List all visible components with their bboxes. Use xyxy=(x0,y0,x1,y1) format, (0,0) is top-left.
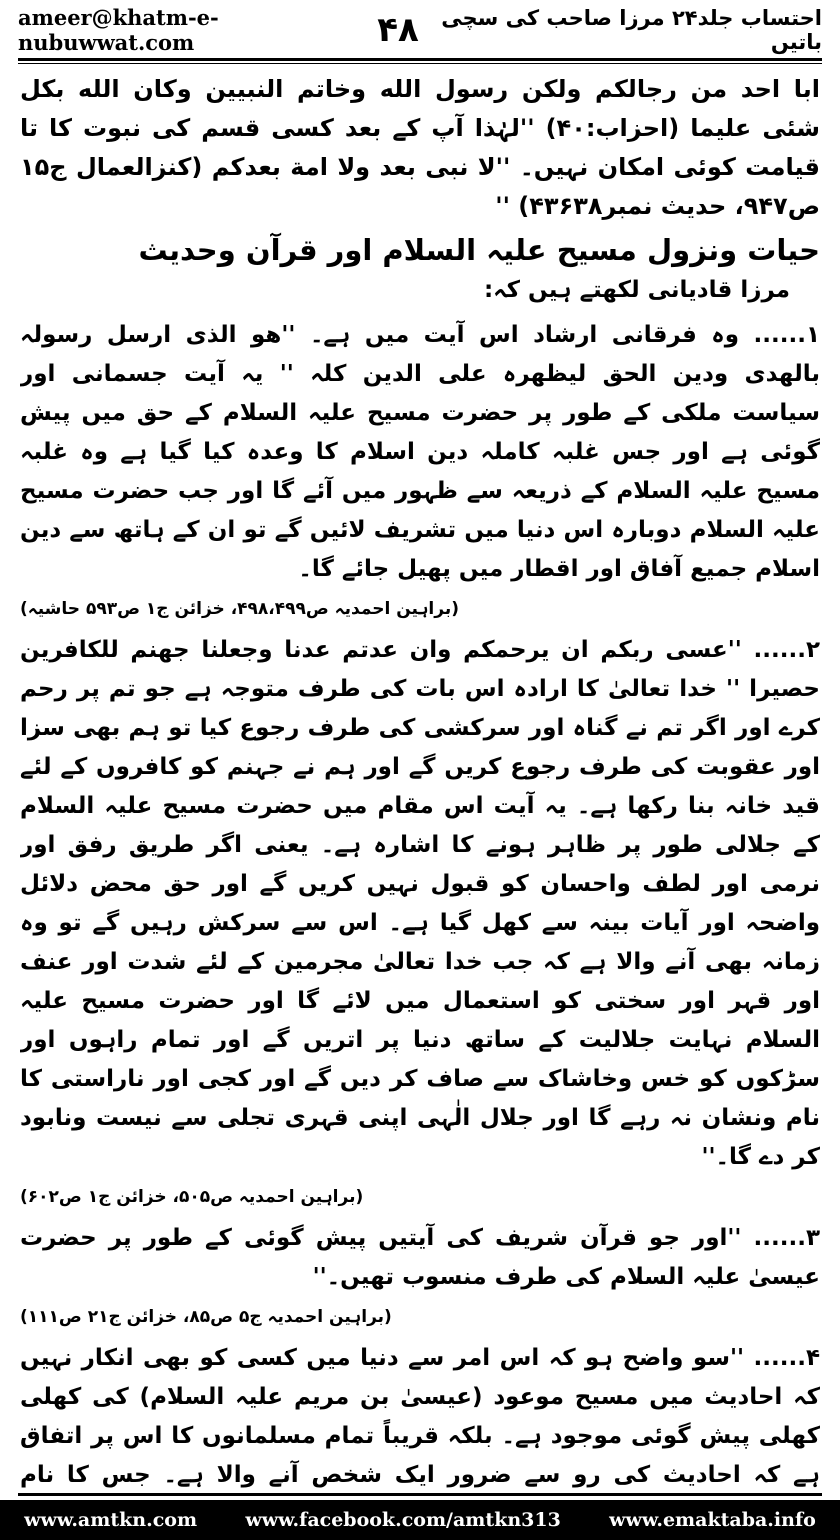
footer-link-facebook[interactable]: www.facebook.com/amtkn313 xyxy=(245,1509,561,1531)
reference-2: (براہین احمدیہ ص۵۰۵، خزائن ج۱ ص۶۰۲) xyxy=(20,1187,364,1207)
quranic-quote: ابا احد من رجالکم ولکن رسول الله وخاتم النبیین وکان الله بکل شئی علیما (احزاب:۴۰) ''لہٰذا آپ کے بعد کسی قسم کی نبوت کا تا قیامت کوئی امکان نہیں۔ ''لا نبی بعد ولا امة بعدکم (کنزالعمال ج۱۵ ص۹۴۷، حدیث نمبر۴۳۶۳۸) '' xyxy=(20,75,820,220)
footer-rule xyxy=(18,1493,822,1496)
header-email: ameer@khatm-e-nubuwwat.com xyxy=(18,5,219,55)
reference-3: (براہین احمدیہ ج۵ ص۸۵، خزائن ج۲۱ ص۱۱۱) xyxy=(20,1307,392,1327)
footer-link-emaktaba[interactable]: www.emaktaba.info xyxy=(609,1509,816,1531)
reference-1: (براہین احمدیہ ص۴۹۸،۴۹۹، خزائن ج۱ ص۵۹۳ حاشیہ) xyxy=(20,599,459,619)
running-title: احتساب جلد۲۴ مرزا صاحب کی سچی باتیں xyxy=(441,6,822,54)
header-left xyxy=(18,5,419,55)
header-rule-thin xyxy=(18,63,822,64)
page-footer xyxy=(0,1500,840,1540)
paragraph-4: ۴...... ''سو واضح ہو کہ اس امر سے دنیا میں کسی کو بھی انکار نہیں کہ احادیث میں مسیح موعود (عیسیٰ بن مریم علیہ السلام) کی کھلی کھلی پیش گوئی موجود ہے۔ بلکہ قریباً تمام مسلمانوں کا اس پر اتفاق ہے کہ احادیث کی رو سے ضرور ایک شخص آنے والا ہے۔ جس کا نام xyxy=(20,1345,820,1488)
paragraph-2: ۲...... ''عسی ربکم ان یرحمکم وان عدتم عدنا وجعلنا جھنم للکافرین حصیرا '' خدا تعالیٰ کا ارادہ اس بات کی طرف متوجہ ہے جو تم پر رحم کرے اور اگر تم نے گناہ اور سرکشی کی طرف رجوع کیا تو ہم بھی سزا اور عقوبت کی طرف رجوع کریں گے اور ہم نے جہنم کو کافروں کے لئے قید خانہ بنا رکھا ہے۔ یہ آیت اس مقام میں حضرت مسیح علیہ السلام کے جلالی طور پر ظاہر ہونے کا اشارہ ہے۔ یعنی اگر طریق رفق اور نرمی اور لطف واحسان کو قبول نہیں کریں گے اور حق محض دلائل واضحہ اور آیات بینہ سے کھل گیا ہے۔ اس سے سرکش رہیں گے تو وہ زمانہ بھی آنے والا ہے کہ جب خدا تعالیٰ مجرمین کے لئے شدت اور عنف اور قہر اور سختی کو استعمال میں لائے گا اور حضرت مسیح علیہ السلام نہایت جلالیت کے ساتھ دنیا پر اتریں گے اور تمام راہوں اور سڑکوں کو خس وخاشاک سے صاف کر دیں گے اور کجی اور ناراستی کا نام ونشان نہ رہے گا اور جلال الٰہی اپنی قہری تجلی سے نیست ونابود کر دے گا۔'' xyxy=(20,637,820,1170)
page-content xyxy=(20,70,820,1490)
section-heading: حیات ونزول مسیح علیہ السلام اور قرآن وحدیث xyxy=(138,233,820,267)
paragraph-3: ۳...... ''اور جو قرآن شریف کی آیتیں پیش گوئی کے طور پر حضرت عیسیٰ علیہ السلام کی طرف منسوب تھیں۔'' xyxy=(20,1225,820,1290)
header-rule xyxy=(18,58,822,61)
page-header xyxy=(0,0,840,60)
intro-line: مرزا قادیانی لکھتے ہیں کہ: xyxy=(483,277,790,303)
page-number: ۴۸ xyxy=(377,10,419,50)
footer-link-amtkn[interactable]: www.amtkn.com xyxy=(24,1509,198,1531)
paragraph-1: ۱...... وہ فرقانی ارشاد اس آیت میں ہے۔ ''ھو الذی ارسل رسولہ بالھدی ودین الحق لیظھرہ علی الدین کلہ '' یہ آیت جسمانی اور سیاست ملکی کے طور پر حضرت مسیح علیہ السلام کے حق میں پیش گوئی ہے اور جس غلبہ کاملہ دین اسلام کا وعدہ کیا گیا ہے وہ غلبہ مسیح علیہ السلام کے ذریعہ سے ظہور میں آئے گا اور جب حضرت مسیح علیہ السلام دوبارہ اس دنیا میں تشریف لائیں گے تو ان کے ہاتھ سے دین اسلام جمیع آفاق اور اقطار میں پھیل جائے گا۔ xyxy=(20,322,820,582)
